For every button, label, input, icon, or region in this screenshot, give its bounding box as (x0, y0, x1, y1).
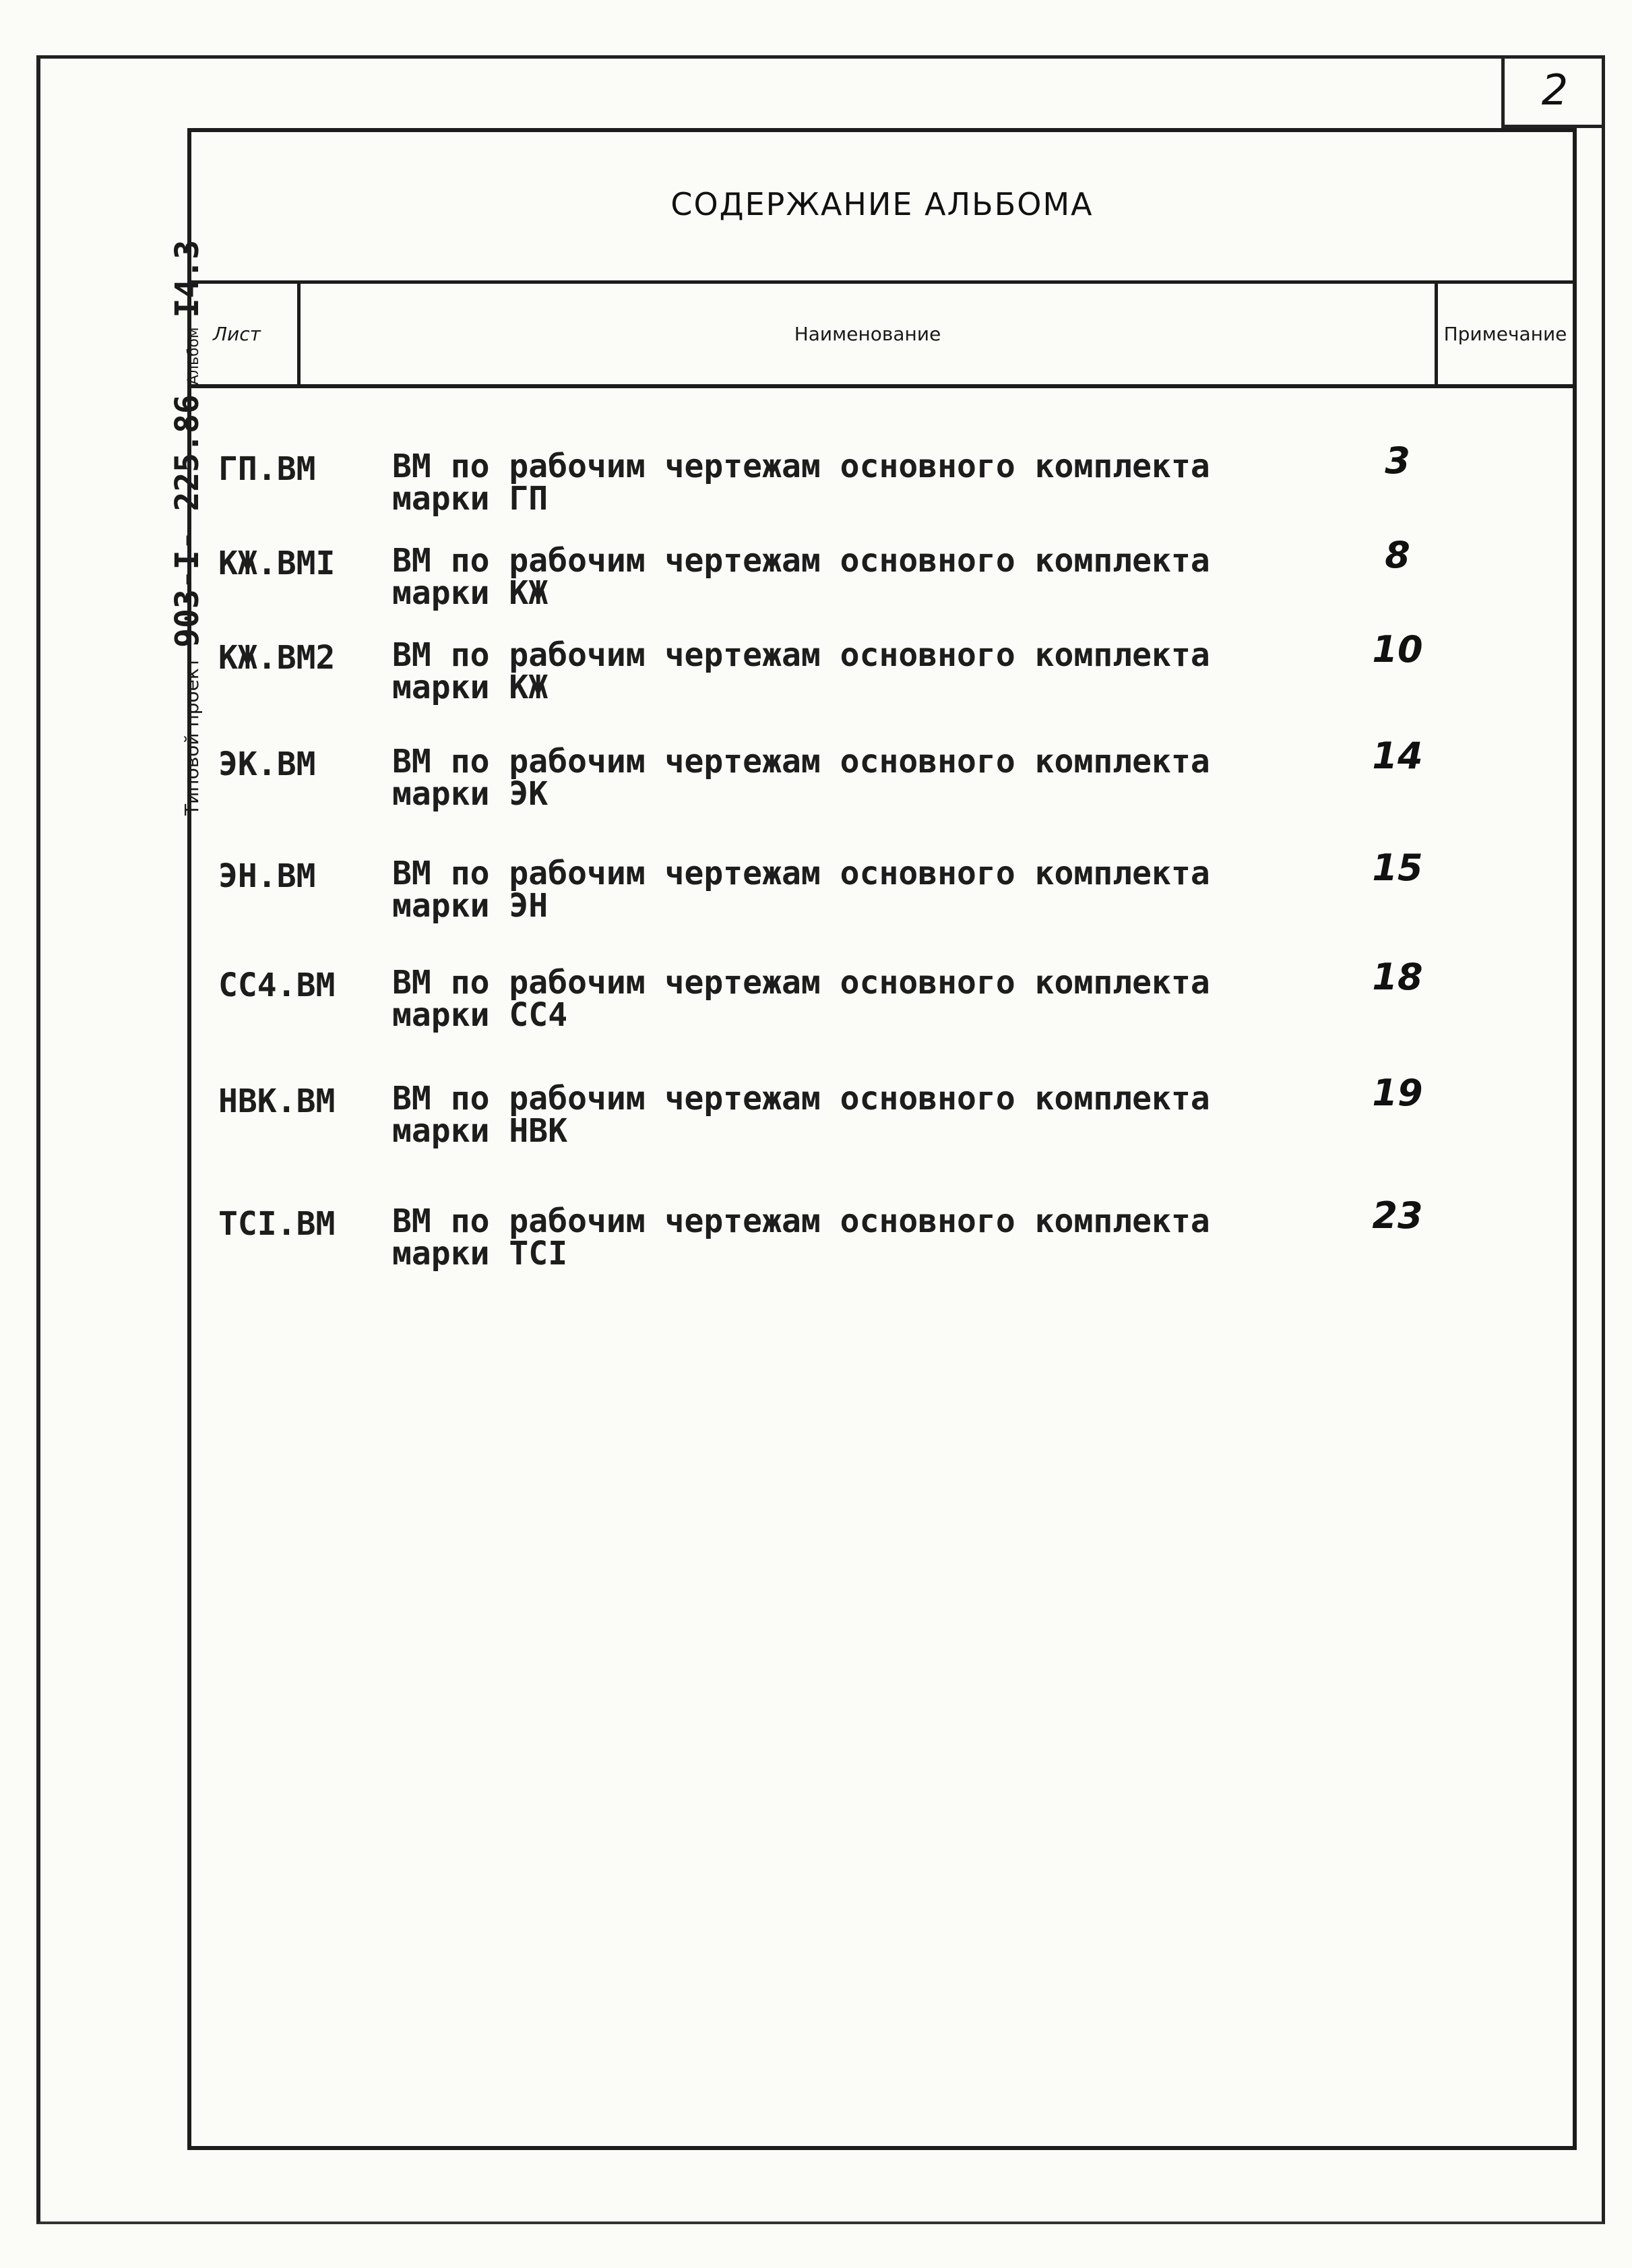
row-name (392, 1202, 1403, 1273)
table-header (191, 280, 1573, 388)
table-row (191, 956, 1573, 1061)
row-note-page: 10 (1372, 628, 1423, 671)
row-name-line2: марки ГП (392, 480, 548, 518)
row-name-line2: марки НВК (392, 1112, 568, 1150)
row-name (392, 1080, 1403, 1150)
row-note-page: 18 (1372, 956, 1423, 998)
table-row (191, 1194, 1573, 1299)
row-sheet-code: СС4.ВМ (218, 967, 336, 1004)
table-row (191, 628, 1573, 733)
row-note-page: 3 (1385, 439, 1410, 482)
row-name (392, 448, 1403, 518)
row-name-line1: ВМ по рабочим чертежам основного комплекта (392, 1080, 1210, 1117)
table-row (191, 439, 1573, 545)
side-stamp-album-number: I4.3 (168, 239, 206, 318)
sheet-frame (187, 128, 1577, 2150)
page-number: 2 (1501, 55, 1605, 128)
header-name: Наименование (301, 284, 1438, 384)
side-stamp-project-label: Типовой проект (181, 656, 203, 816)
row-note-page: 19 (1372, 1072, 1423, 1114)
row-name-line1: ВМ по рабочим чертежам основного комплекта (392, 1202, 1210, 1240)
row-name-line1: ВМ по рабочим чертежам основного комплекта (392, 542, 1210, 580)
row-sheet-code: ТСI.ВМ (218, 1205, 336, 1243)
header-note: Примечание (1443, 323, 1567, 345)
row-name (392, 855, 1403, 925)
row-name-line2: марки КЖ (392, 669, 548, 706)
row-name-line1: ВМ по рабочим чертежам основного комплекта (392, 855, 1210, 892)
row-sheet-code: НВК.ВМ (218, 1082, 336, 1120)
row-sheet-code: ЭК.ВМ (218, 745, 316, 783)
table-row (191, 1072, 1573, 1177)
row-sheet-code: ГП.ВМ (218, 450, 316, 488)
row-name-line1: ВМ по рабочим чертежам основного комплекта (392, 743, 1210, 780)
row-note-page: 8 (1385, 534, 1410, 576)
side-stamp-code: 903-I- 225.86 (168, 394, 206, 648)
row-name-line2: марки КЖ (392, 574, 548, 612)
row-name-line2: марки ЭН (392, 887, 548, 925)
page-title: СОДЕРЖАНИЕ АЛЬБОМА (670, 186, 1094, 222)
row-name (392, 542, 1403, 612)
row-name-line1: ВМ по рабочим чертежам основного комплекта (392, 636, 1210, 674)
header-sheet: Лист (191, 284, 301, 384)
row-sheet-code: ЭН.ВМ (218, 857, 316, 895)
row-name-line2: марки СС4 (392, 996, 568, 1034)
table-row (191, 735, 1573, 840)
table-row (191, 847, 1573, 952)
row-sheet-code: КЖ.ВМ2 (218, 639, 336, 677)
table-row (191, 534, 1573, 639)
side-stamp-album-label: Альбом (185, 327, 202, 386)
row-note-page: 14 (1372, 735, 1423, 777)
row-name (392, 743, 1403, 813)
row-name-line2: марки ЭК (392, 775, 548, 813)
row-name (392, 636, 1403, 706)
row-name-line1: ВМ по рабочим чертежам основного комплекта (392, 448, 1210, 485)
row-name (392, 964, 1403, 1034)
row-sheet-code: КЖ.ВМI (218, 545, 336, 582)
row-note-page: 23 (1372, 1194, 1423, 1237)
row-name-line1: ВМ по рабочим чертежам основного комплекта (392, 964, 1210, 1002)
row-name-line2: марки ТСI (392, 1235, 568, 1273)
row-note-page: 15 (1372, 847, 1423, 889)
